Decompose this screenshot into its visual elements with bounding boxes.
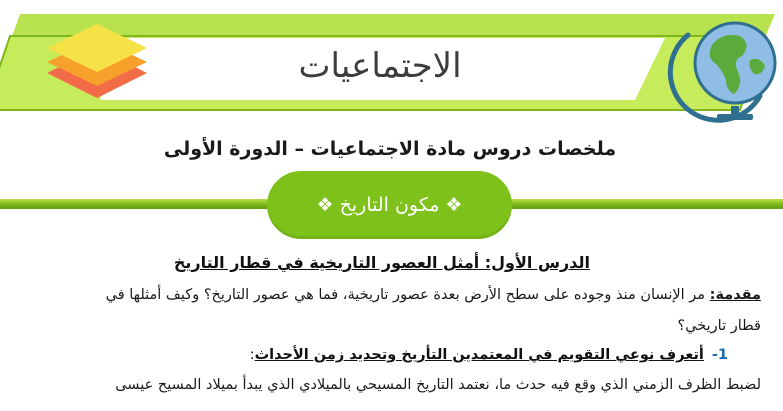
section-label: ❖ مكون التاريخ ❖ xyxy=(316,194,463,216)
intro-lead: مقدمة: xyxy=(709,287,761,303)
intro-paragraph xyxy=(21,287,761,303)
item-colon: : xyxy=(249,347,255,363)
lesson-title: الدرس الأول: أمثل العصور التاريخية في قطار التاريخ xyxy=(173,253,590,272)
item-title: أتعرف نوعي التقويم في المعتمدين التأريخ وتحديد زمن الأحداث xyxy=(254,347,704,363)
item-number: 1- xyxy=(711,347,728,363)
intro-text: مر الإنسان منذ وجوده على سطح الأرض بعدة عصور تاريخية، فما هي عصور التاريخ؟ وكيف أمثلها في xyxy=(105,287,710,303)
intro-continuation: قطار تاريخي؟ xyxy=(677,318,761,334)
item-heading xyxy=(250,347,728,363)
document-title: ملخصات دروس مادة الاجتماعيات – الدورة الأولى xyxy=(163,138,617,160)
body-paragraph: لضبط الظرف الزمني الذي وقع فيه حدث ما، نعتمد التاريخ المسيحي بالميلادي الذي يبدأ بميلاد المسيح عيسى xyxy=(115,377,761,393)
header-banner xyxy=(0,0,783,125)
subject-title: الاجتماعيات xyxy=(298,46,462,86)
